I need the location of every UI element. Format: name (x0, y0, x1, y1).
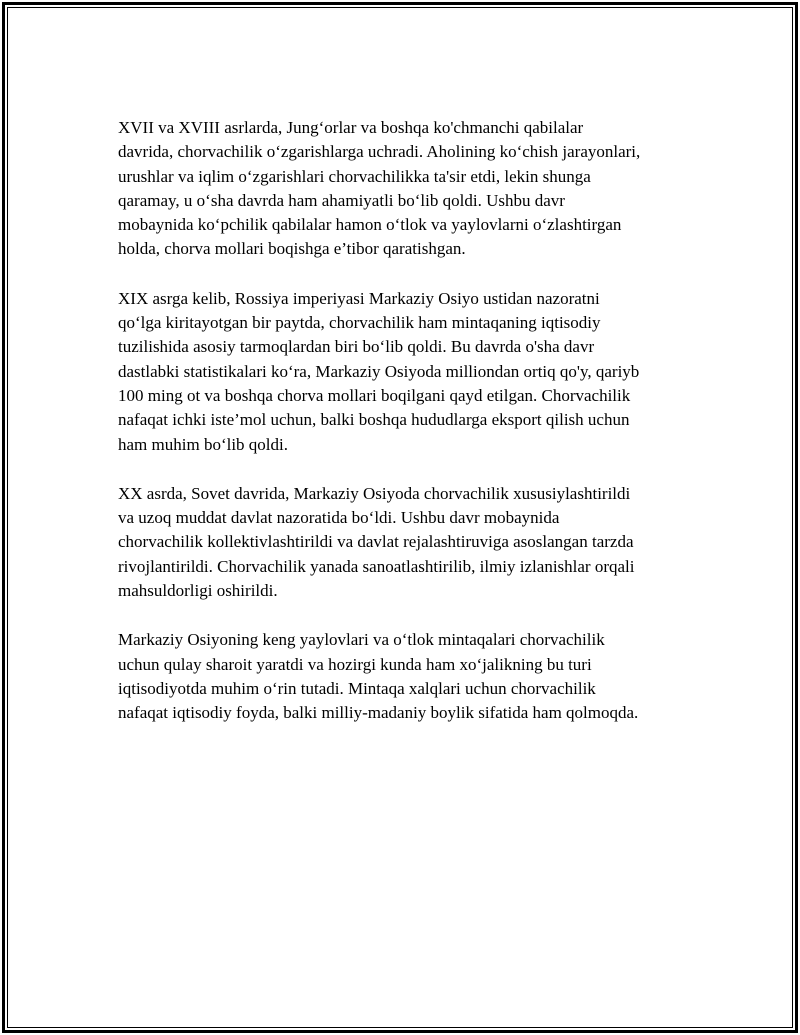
paragraph-2: XIX asrga kelib, Rossiya imperiyasi Markaziy Osiyo ustidan nazoratni qo‘lga kiritayotgan bir paytda, chorvachilik ham mintaqaning iqtisodiy tuzilishida asosiy tarmoqlardan biri bo‘lib qoldi. Bu davrda o'sha davr dastlabki statistikalari ko‘ra, Markaziy Osiyoda milliondan ortiq qo'y, qariyb 100 ming ot va boshqa chorva mollari boqilgani qayd etilgan. Chorvachilik nafaqat ichki iste’mol uchun, balki boshqa hududlarga eksport qilish uchun ham muhim bo‘lib qoldi. (118, 288, 640, 454)
paragraph-3: XX asrda, Sovet davrida, Markaziy Osiyoda chorvachilik xususiylashtirildi va uzoq muddat davlat nazoratida bo‘ldi. Ushbu davr mobaynida chorvachilik kollektivlashtirildi va davlat rejalashtiruviga asoslangan tarzda rivojlantirildi. Chorvachilik yanada sanoatlashtirilib, ilmiy izlanishlar orqali mahsuldorligi oshirildi. (118, 483, 635, 601)
paragraph-4: Markaziy Osiyoning keng yaylovlari va o‘tlok mintaqalari chorvachilik uchun qulay sharoit yaratdi va hozirgi kunda ham xo‘jalikning bu turi iqtisodiyotda muhim o‘rin tutadi. Mintaqa xalqlari uchun chorvachilik nafaqat iqtisodiy foyda, balki milliy-madaniy boylik sifatida ham qolmoqda. (118, 630, 639, 723)
paragraph-1: XVII va XVIII asrlarda, Jung‘orlar va boshqa ko'chmanchi qabilalar davrida, chorvachilik o‘zgarishlarga uchradi. Aholining ko‘chish jarayonlari, urushlar va iqlim o‘zgarishlari chorvachilikka ta'sir etdi, lekin shunga qaramay, u o‘sha davrda ham ahamiyatli bo‘lib qoldi. Ushbu davr mobaynida ko‘pchilik qabilalar hamon o‘tlok va yaylovlarni o‘zlashtirgan holda, chorva mollari boqishga e’tibor qaratishgan. (118, 118, 641, 259)
document-body (118, 116, 708, 751)
